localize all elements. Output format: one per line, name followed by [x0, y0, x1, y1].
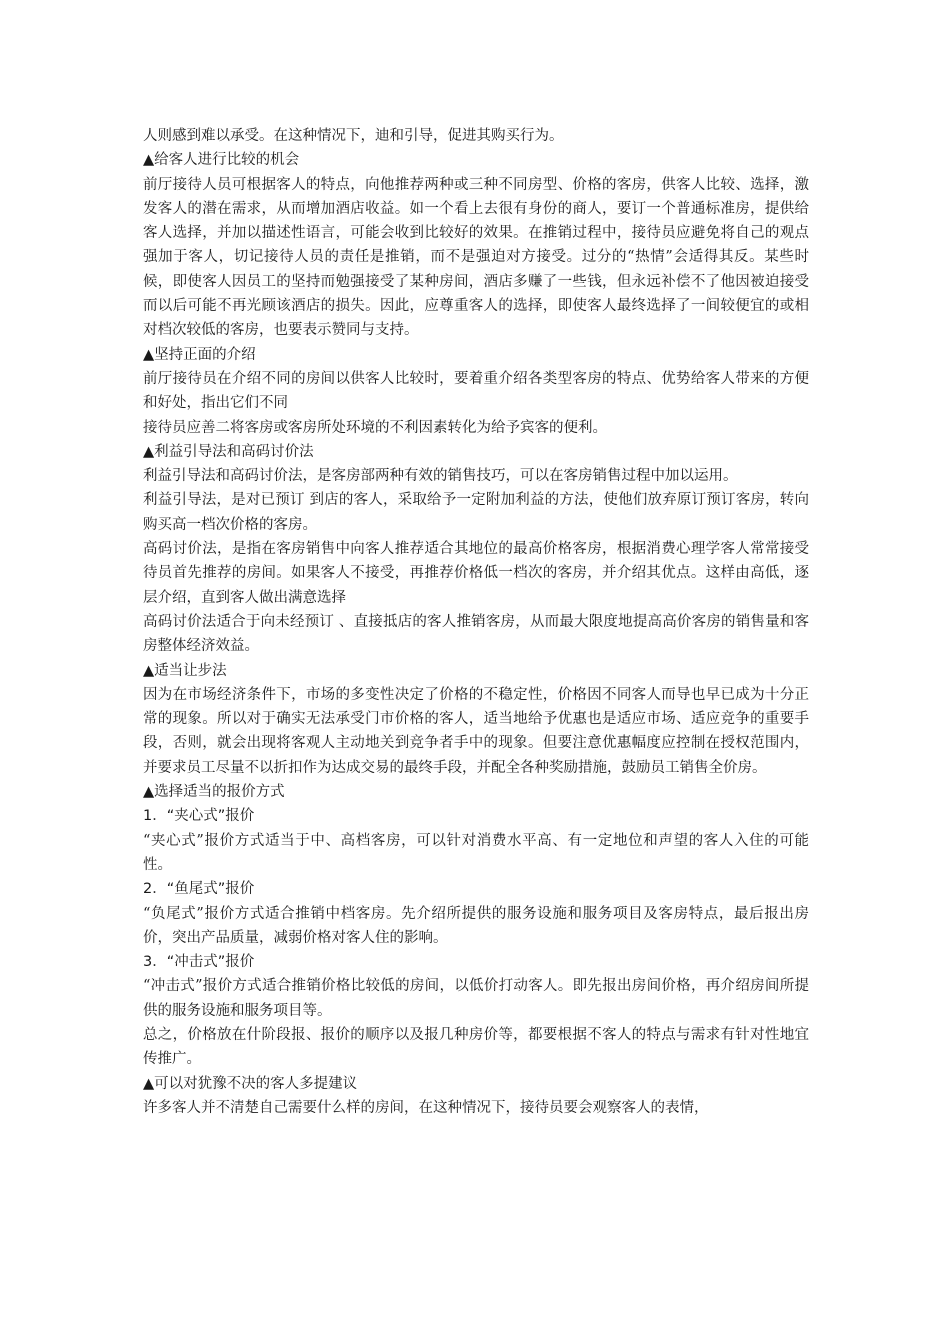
paragraph: “冲击式”报价方式适合推销价格比较低的房间，以低价打动客人。即先报出房间价格，再介绍房间所提供的服务设施和服务项目等。 — [143, 978, 809, 1019]
numbered-subheading: 2．“鱼尾式”报价 — [143, 881, 255, 898]
paragraph: 因为在市场经济条件下，市场的多变性决定了价格的不稳定性，价格因不同客人而导也早已成为十分正常的现象。所以对于确实无法承受门市价格的客人，适当地给予优惠也是适应市场、适应竞争的重要手段，否则，就会出现将客观人主动地关到竞争者手中的现象。但要注意优惠幅度应控制在授权范围内，并要求员工尽量不以折扣作为达成交易的最终手段，并配全各种奖励措施，鼓励员工销售全价房。 — [143, 686, 809, 776]
document-body — [143, 124, 809, 1120]
paragraph: 许多客人并不清楚自己需要什么样的房间，在这种情况下，接待员要会观察客人的表情， — [143, 1099, 709, 1116]
section-heading: ▲可以对犹豫不决的客人多提建议 — [143, 1075, 358, 1092]
numbered-subheading: 3．“冲击式”报价 — [143, 954, 255, 971]
section-heading: ▲适当让步法 — [143, 662, 227, 679]
paragraph: 利益引导法和高码讨价法，是客房部两种有效的销售技巧，可以在客房销售过程中加以运用。 — [143, 468, 738, 485]
section-heading: ▲坚持正面的介绍 — [143, 346, 256, 363]
paragraph: 高码讨价法，是指在客房销售中向客人推荐适合其地位的最高价格客房，根据消费心理学客人常常接受待员首先推荐的房间。如果客人不接受，再推荐价格低一档次的客房，并介绍其优点。这样由高低，逐层介绍，直到客人做出满意选择 — [143, 541, 809, 606]
section-heading: ▲利益引导法和高码讨价法 — [143, 443, 314, 460]
numbered-subheading: 1．“夹心式”报价 — [143, 808, 255, 825]
paragraph: “负尾式”报价方式适合推销中档客房。先介绍所提供的服务设施和服务项目及客房特点，最后报出房价，突出产品质量，减弱价格对客人住的影响。 — [143, 905, 809, 946]
paragraph: 总之，价格放在什阶段报、报价的顺序以及报几种房价等，都要根据不客人的特点与需求有针对性地宜传推广。 — [143, 1026, 809, 1068]
paragraph: 前厅接待人员可根据客人的特点，向他推荐两种或三种不同房型、价格的客房，供客人比较、选择，激发客人的潜在需求，从而增加酒店收益。如一个看上去很有身份的商人，要订一个普通标准房，提供给客人选择，并加以描述性语言，可能会收到比较好的效果。在推销过程中，接待员应避免将自己的观点强加于客人，切记接待人员的责任是推销，而不是强迫对方接受。过分的“热情”会适得其反。某些时候，即使客人因员工的坚持而勉强接受了某种房间，酒店多赚了一些钱，但永远补偿不了他因被迫接受而以后可能不再光顾该酒店的损失。因此，应尊重客人的选择，即使客人最终选择了一间较便宜的或相对档次较低的客房，也要表示赞同与支持。 — [143, 176, 809, 339]
section-heading: ▲选择适当的报价方式 — [143, 784, 285, 801]
paragraph: 高码讨价法适合于向未经预订 、直接抵店的客人推销客房，从而最大限度地提高高价客房的销售量和客房整体经济效益。 — [143, 613, 809, 655]
paragraph: 前厅接待员在介绍不同的房间以供客人比较时，要着重介绍各类型客房的特点、优势给客人带来的方便和好处，指出它们不同 — [143, 370, 809, 412]
paragraph: 人则感到难以承受。在这种情况下，迪和引导，促进其购买行为。 — [143, 128, 564, 144]
paragraph: 利益引导法，是对已预订 到店的客人，采取给予一定附加利益的方法，使他们放弃原订预订客房，转向购买高一档次价格的客房。 — [143, 492, 809, 533]
section-heading: ▲给客人进行比较的机会 — [143, 152, 300, 169]
paragraph: “夹心式”报价方式适当于中、高档客房，可以针对消费水平高、有一定地位和声望的客人入住的可能性。 — [143, 832, 809, 873]
paragraph: 接待员应善二将客房或客房所处环境的不利因素转化为给予宾客的便利。 — [143, 419, 607, 436]
